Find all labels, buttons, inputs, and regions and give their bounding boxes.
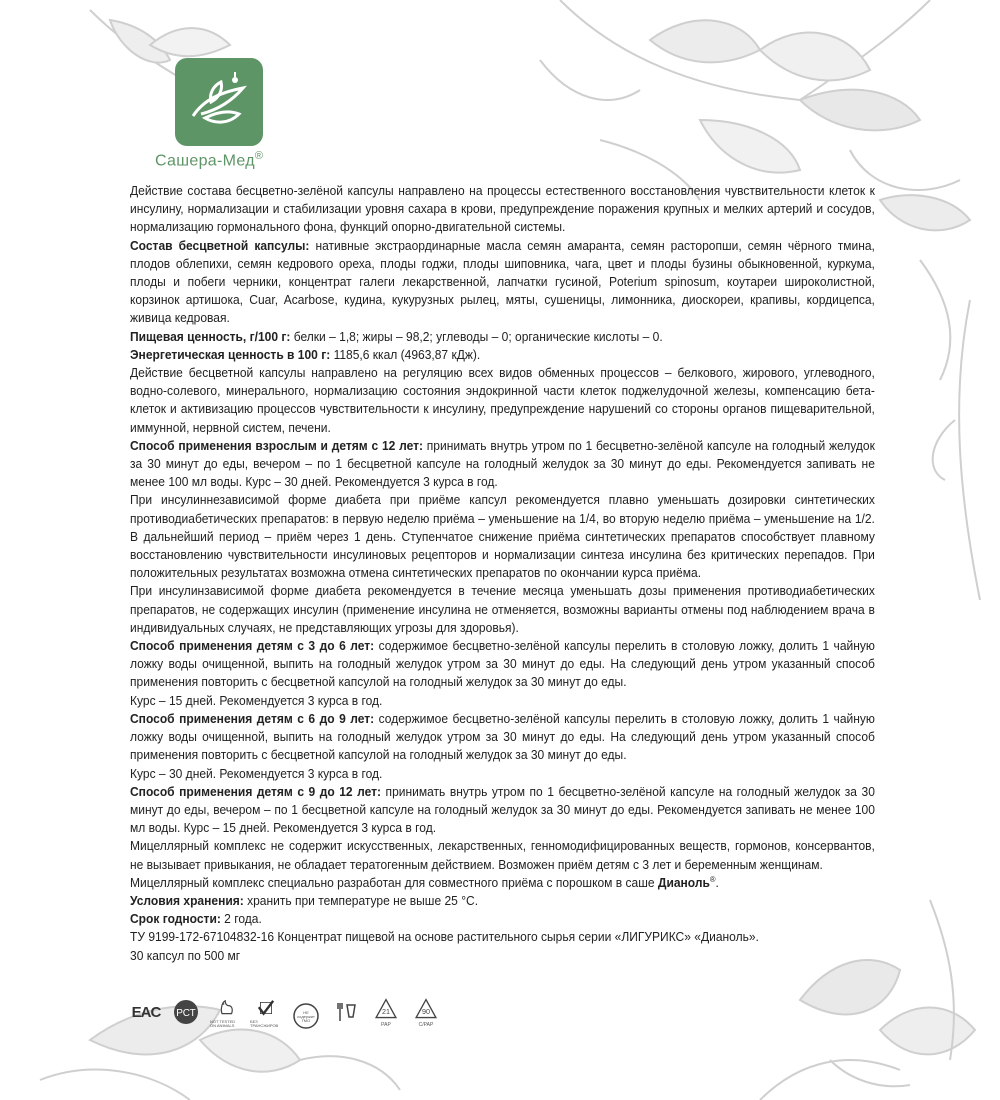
usage-6-9-text: содержимое бесцветно-зелёной капсулы перелить в столовую ложку, долить 1 чайную ложку воды очищенной, выпить на голодный желудок утром за 30 минут до еды. На следующий день утром указанный способ применения повторить с бесцветной капсулой на голодный желудок за 30 минут до еды. bbox=[130, 711, 875, 763]
shelf-life-label: Срок годности: bbox=[130, 912, 221, 927]
usage-adults-label: Способ применения взрослым и детям с 12 лет: bbox=[130, 438, 424, 453]
paragraph-combined-use bbox=[130, 874, 875, 892]
usage-adults-text: принимать внутрь утром по 1 бесцветно-зелёной капсуле на голодный желудок за 30 минут до еды, вечером – по 1 бесцветной капсуле на голодный желудок за 30 минут до еды. Рекомендуется запивать не менее 100 мл воды. Курс – 30 дней. Рекомендуется 3 курса в год. bbox=[130, 438, 875, 490]
paragraph-usage-9-12 bbox=[130, 783, 875, 838]
leaf-logo-icon bbox=[175, 58, 263, 146]
energy-label: Энергетическая ценность в 100 г: bbox=[130, 347, 331, 362]
paragraph-safety: Мицеллярный комплекс не содержит искусственных, лекарственных, генномодифицированных веществ, гормонов, консервантов, не вызывает привыкания, не обладает тератогенным действием. Возможен приём детям с 3 лет и беременным женщинам. bbox=[130, 839, 875, 872]
brand-label: Сашера-Мед bbox=[155, 152, 255, 170]
no-gmo-label: НЕ содержит ГМО bbox=[297, 1010, 315, 1023]
paragraph-regulation: Действие бесцветной капсулы направлено на регуляцию всех видов обменных процессов – белкового, жирового, углеводного, водно-солевого, минерального, нормализацию состояния эндокринной части клеток поджелудочной железы, компенсацию бета-клеток и активизацию процессов чувствительности к инсулину, предупреждение нарушений со стороны органов пищеварительной, иммунной, нервной систем, печени. bbox=[130, 366, 875, 435]
rst-certification-icon bbox=[170, 996, 202, 1028]
recycle-21-icon bbox=[370, 996, 402, 1028]
description-text bbox=[130, 182, 875, 965]
eac-icon bbox=[130, 996, 162, 1028]
usage-3-6-label: Способ применения детям с 3 до 6 лет: bbox=[130, 639, 375, 654]
food-safe-icon bbox=[330, 996, 362, 1028]
paragraph-type2-diabetes: При инсулиннезависимой форме диабета при приёме капсул рекомендуется плавно уменьшать дозировки синтетических противодиабетических препаратов: в первую неделю приёма – уменьшение на 1/4, во вторую неделю приёма – уменьшение на 1/2. В дальнейший период – приём через 1 день. Ступенчатое снижение приёма синтетических препаратов способствует плавному восстановлению чувствительности инсулиновых рецепторов и нормализации синтеза инсулина без критических перепадов. При положительных результатах возможна отмена синтетических препаратов по окончании курса приёма. bbox=[130, 493, 875, 581]
product-registered-mark: ® bbox=[709, 874, 716, 884]
recycle-90-sub: C/PAP bbox=[418, 1022, 434, 1028]
recycle-90-icon bbox=[410, 996, 442, 1028]
not-tested-on-animals-icon bbox=[210, 996, 242, 1028]
eac-label: EAC bbox=[131, 1003, 161, 1021]
shelf-life-text: 2 года. bbox=[220, 912, 262, 927]
paragraph-usage-adults bbox=[130, 437, 875, 492]
composition-label: Состав бесцветной капсулы: bbox=[130, 238, 310, 253]
paragraph-nutrition bbox=[130, 328, 875, 346]
nutrition-label: Пищевая ценность, г/100 г: bbox=[130, 329, 291, 344]
usage-9-12-text: принимать внутрь утром по 1 бесцветно-зелёной капсуле на голодный желудок за 30 минут до еды, вечером – по 1 бесцветной капсуле на голодный желудок за 30 минут до еды. Рекомендуется запивать не менее 100 мл воды. Курс – 15 дней. Рекомендуется 3 курса в год. bbox=[130, 784, 875, 836]
paragraph-shelf-life bbox=[130, 910, 875, 928]
usage-3-6-text: содержимое бесцветно-зелёной капсулы перелить в столовую ложку, долить 1 чайную ложку воды очищенной, выпить на голодный желудок утром за 30 минут до еды. На следующий день утром указанный способ применения повторить с бесцветной капсулой на голодный желудок за 30 минут до еды. bbox=[130, 639, 875, 690]
paragraph-quantity: 30 капсул по 500 мг bbox=[130, 948, 241, 963]
paragraph-course-3-6: Курс – 15 дней. Рекомендуется 3 курса в год. bbox=[130, 693, 383, 708]
paragraph-usage-3-6 bbox=[130, 637, 875, 692]
certification-icons bbox=[130, 996, 442, 1028]
paragraph-storage bbox=[130, 892, 875, 910]
no-transfat-label: БЕЗ ТРАНСЖИРОВ bbox=[250, 1019, 279, 1028]
paragraph-action: Действие состава бесцветно-зелёной капсулы направлено на процессы естественного восстановления чувствительности клеток к инсулину, нормализации и стабилизации уровня сахара в крови, предупреждение поражения крупных и мелких артерий и сосудов, нормализацию гормонального фона, функций опорно-двигательной системы. bbox=[130, 184, 875, 235]
paragraph-type1-diabetes: При инсулинзависимой форме диабета рекомендуется в течение месяца уменьшать дозы применения противодиабетических препаратов, не содержащих инсулин (применение инсулина не отменяется, возможны варианты отмены под наблюдением врача в индивидуальных случаях, не представляющих угрозы для здоровья). bbox=[130, 584, 875, 635]
no-transfat-icon bbox=[250, 996, 282, 1028]
product-name: Дианоль bbox=[657, 875, 710, 890]
brand-registered-mark: ® bbox=[254, 150, 264, 162]
recycle-21-number: 21 bbox=[382, 1007, 390, 1016]
logo bbox=[175, 58, 263, 146]
paragraph-course-6-9: Курс – 30 дней. Рекомендуется 3 курса в год. bbox=[130, 766, 383, 781]
paragraph-tu: ТУ 9199-172-67104832-16 Концентрат пищевой на основе растительного сырья серии «ЛИГУРИКС» «Дианоль». bbox=[130, 930, 759, 945]
recycle-90-number: 90 bbox=[422, 1007, 430, 1016]
combined-use-end: . bbox=[715, 875, 719, 890]
energy-text: 1185,6 ккал (4963,87 кДж). bbox=[330, 347, 481, 362]
usage-6-9-label: Способ применения детям с 6 до 9 лет: bbox=[130, 711, 375, 726]
not-tested-label: NOT TESTED ON ANIMALS bbox=[210, 1019, 236, 1028]
no-gmo-icon bbox=[290, 996, 322, 1028]
brand-name bbox=[155, 150, 263, 170]
usage-9-12-label: Способ применения детям с 9 до 12 лет: bbox=[130, 784, 382, 799]
combined-use-text: Мицеллярный комплекс специально разработан для совместного приёма с порошком в саше bbox=[130, 875, 658, 890]
svg-text:РСТ: РСТ bbox=[176, 1008, 196, 1019]
recycle-21-sub: PAP bbox=[381, 1022, 391, 1028]
composition-text: нативные экстраординарные масла семян амаранта, семян расторопши, семян чёрного тмина, плодов облепихи, семян кедрового ореха, плоды годжи, плоды шиповника, чага, цвет и плоды бузины обыкновенной, куркума, плоды и побеги черники, концентрат галеги лекарственной, лапчатки гусиной, Poterium spinosum, коутареи широколистной, корзинок артишока, Cuar, Acarbose, кудина, кукурузных рылец, мяты, сушеницы, лимонника, диоскореи, крапивы, кордицепса, живица кедровая. bbox=[130, 238, 875, 326]
paragraph-usage-6-9 bbox=[130, 710, 875, 765]
paragraph-energy bbox=[130, 346, 875, 364]
storage-label: Условия хранения: bbox=[130, 893, 244, 908]
nutrition-text: белки – 1,8; жиры – 98,2; углеводы – 0; органические кислоты – 0. bbox=[290, 329, 663, 344]
paragraph-composition bbox=[130, 237, 875, 328]
storage-text: хранить при температуре не выше 25 °С. bbox=[243, 893, 479, 908]
